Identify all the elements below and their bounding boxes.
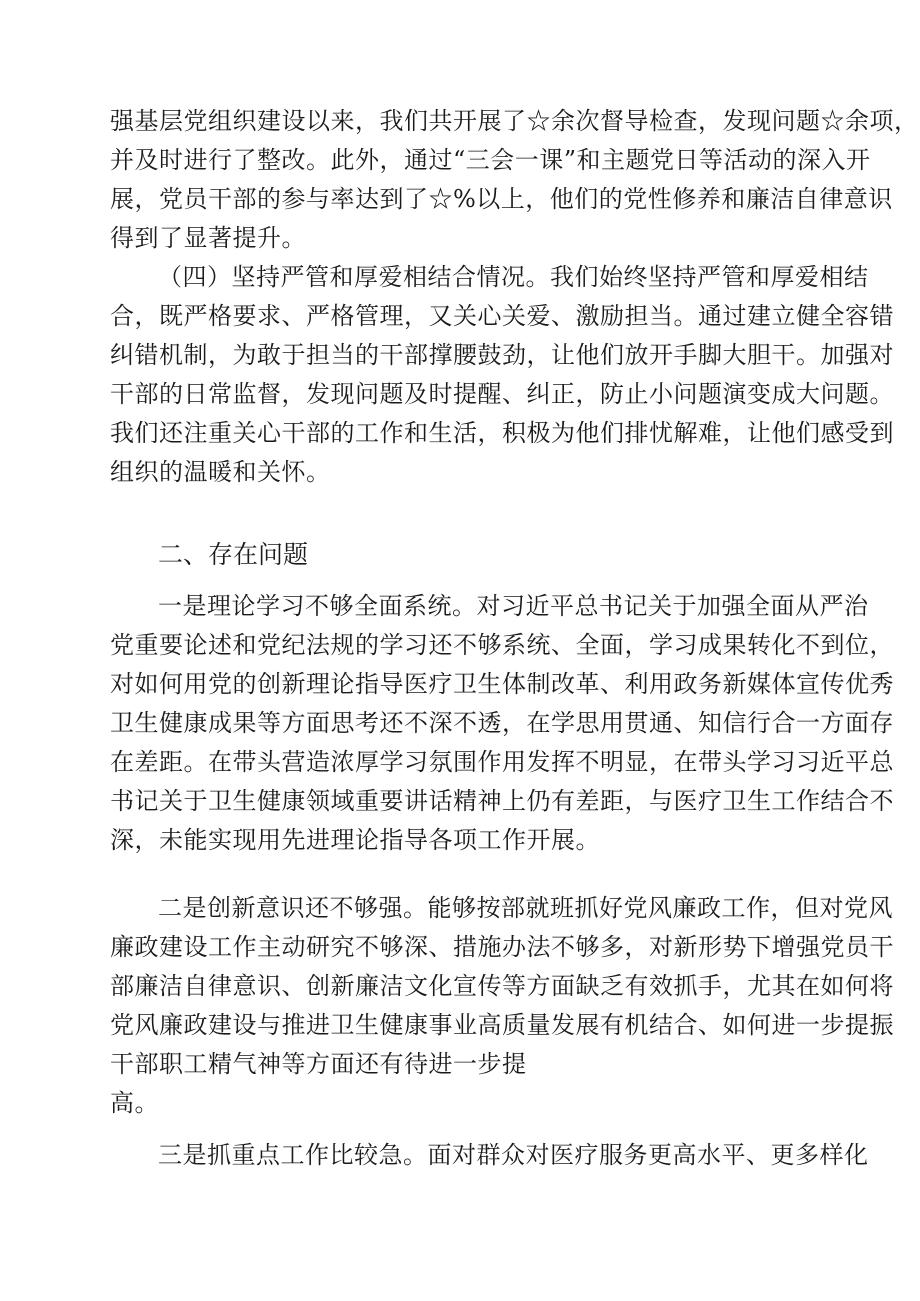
text-line: 组织的温暖和关怀。 — [110, 458, 331, 486]
text-line: 合，既严格要求、严格管理，又关心关爱、激励担当。通过建立健全容错 — [110, 302, 894, 330]
text-line: 纠错机制，为敢于担当的干部撑腰鼓劲，让他们放开手脚大胆干。加强对 — [110, 341, 894, 369]
text-line: 廉政建设工作主动研究不够深、措施办法不够多，对新形势下增强党员干 — [110, 933, 894, 961]
text-line: 干部的日常监督，发现问题及时提醒、纠正，防止小问题演变成大问题。 — [110, 380, 894, 408]
text-line: 在差距。在带头营造浓厚学习氛围作用发挥不明显，在带头学习习近平总 — [110, 748, 894, 776]
text-line: 对如何用党的创新理论指导医疗卫生体制改革、利用政务新媒体宣传优秀 — [110, 670, 894, 698]
text-line: 卫生健康成果等方面思考还不深不透，在学思用贯通、知信行合一方面存 — [110, 709, 894, 737]
text-line: 展，党员干部的参与率达到了☆%以上，他们的党性修养和廉洁自律意识 — [110, 185, 893, 213]
text-line: 一是理论学习不够全面系统。对习近平总书记关于加强全面从严治 — [158, 592, 869, 620]
text-line: 干部职工精气神等方面还有待进一步提 — [110, 1050, 527, 1078]
text-line: 强基层党组织建设以来，我们共开展了☆余次督导检查，发现问题☆余项， — [110, 107, 919, 135]
text-line: 并及时进行了整改。此外，通过“三会一课”和主题党日等活动的深入开 — [110, 146, 871, 174]
text-line: 高。 — [110, 1089, 159, 1117]
text-line: 党风廉政建设与推进卫生健康事业高质量发展有机结合、如何进一步提振 — [110, 1011, 894, 1039]
text-line: 二是创新意识还不够强。能够按部就班抓好党风廉政工作，但对党风 — [158, 894, 893, 922]
text-line: 深，未能实现用先进理论指导各项工作开展。 — [110, 826, 600, 854]
text-line: （四）坚持严管和厚爱相结合情况。我们始终坚持严管和厚爱相结 — [158, 263, 869, 291]
text-line: 三是抓重点工作比较急。面对群众对医疗服务更高水平、更多样化 — [158, 1141, 869, 1169]
text-line: 书记关于卫生健康领域重要讲话精神上仍有差距，与医疗卫生工作结合不 — [110, 787, 894, 815]
section-heading: 二、存在问题 — [158, 540, 309, 569]
text-line: 得到了显著提升。 — [110, 224, 306, 252]
text-line: 我们还注重关心干部的工作和生活，积极为他们排忧解难，让他们感受到 — [110, 419, 894, 447]
text-line: 党重要论述和党纪法规的学习还不够系统、全面，学习成果转化不到位， — [110, 631, 894, 659]
text-line: 部廉洁自律意识、创新廉洁文化宣传等方面缺乏有效抓手，尤其在如何将 — [110, 972, 894, 1000]
